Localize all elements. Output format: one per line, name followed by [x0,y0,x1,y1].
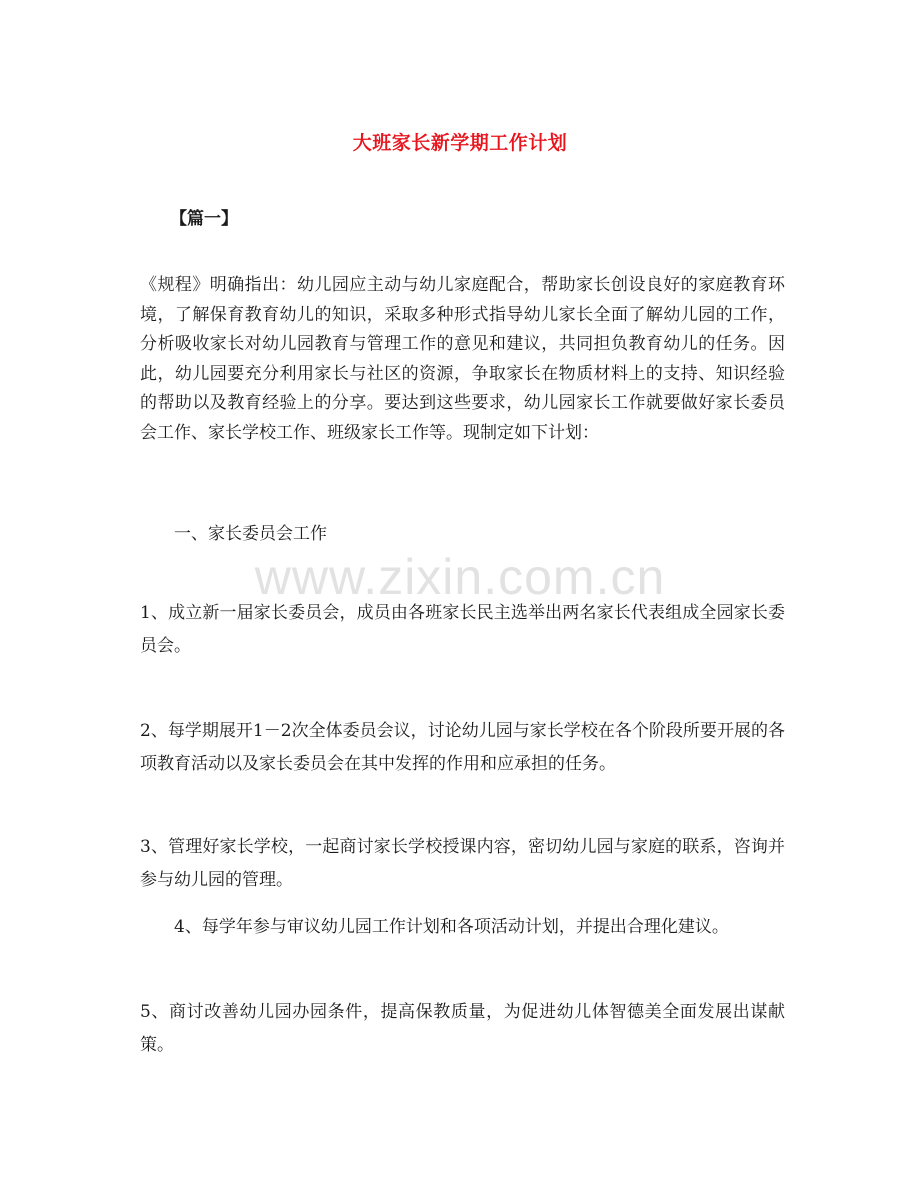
subheading: 一、家长委员会工作 [174,524,327,544]
intro-paragraph: 《规程》明确指出：幼儿园应主动与幼儿家庭配合，帮助家长创设良好的家庭教育环境，了解保育教育幼儿的知识，采取多种形式指导幼儿家长全面了解幼儿园的工作，分析吸收家长对幼儿园教育与管理工作的意见和建议，共同担负教育幼儿的任务。因此，幼儿园要充分利用家长与社区的资源，争取家长在物质材料上的支持、知识经验的帮助以及教育经验上的分享。要达到这些要求，幼儿园家长工作就要做好家长委员会工作、家长学校工作、班级家长工作等。现制定如下计划： [140,275,785,443]
list-item: 5、商讨改善幼儿园办园条件，提高保教质量，为促进幼儿体智德美全面发展出谋献策。 [140,1002,785,1055]
list-item: 2、每学期展开1－2次全体委员会议，讨论幼儿园与家长学校在各个阶段所要开展的各项教育活动以及家长委员会在其中发挥的作用和应承担的任务。 [140,721,785,774]
section-heading: 【篇一】 [170,209,238,229]
list-item: 4、每学年参与审议幼儿园工作计划和各项活动计划，并提出合理化建议。 [174,917,729,937]
document-title: 大班家长新学期工作计划 [352,132,568,154]
list-item: 1、成立新一届家长委员会，成员由各班家长民主选举出两名家长代表组成全园家长委员会。 [140,603,785,656]
watermark: www.zixin.com.cn [254,549,666,605]
list-item: 3、管理好家长学校，一起商讨家长学校授课内容，密切幼儿园与家庭的联系，咨询并参与幼儿园的管理。 [140,837,785,890]
